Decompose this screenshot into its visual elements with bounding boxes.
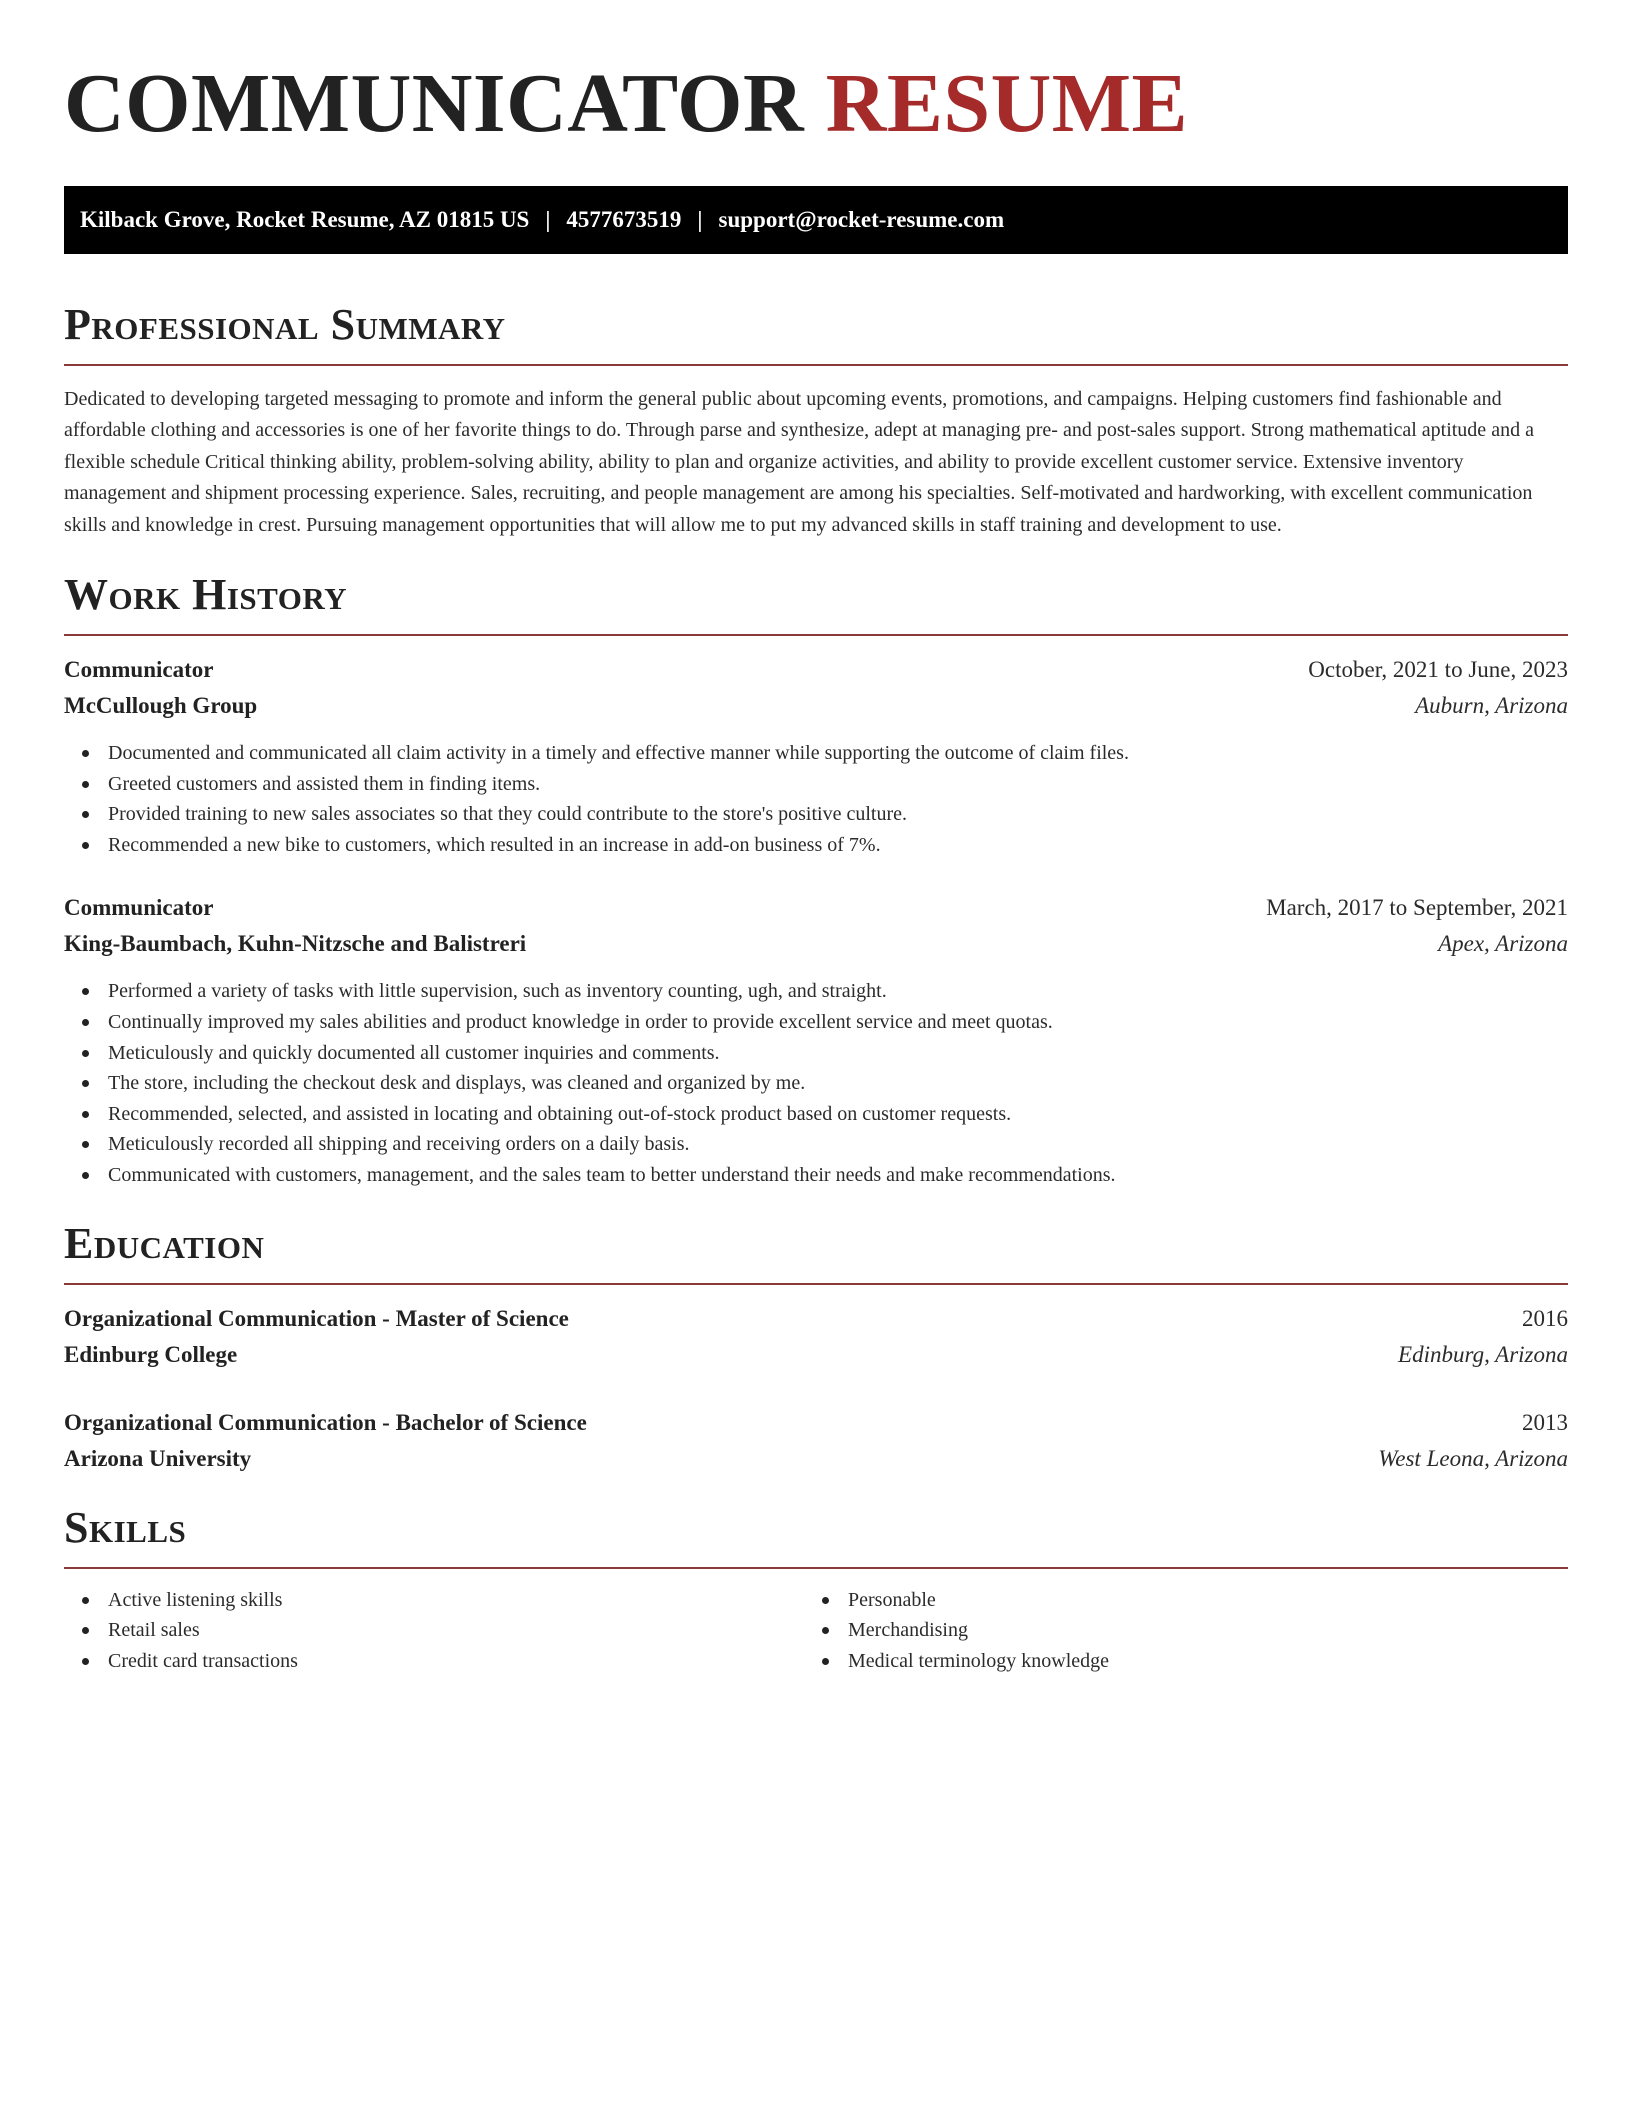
education-school-row [64,1441,1568,1477]
section-divider [64,1283,1568,1285]
job-company: King-Baumbach, Kuhn-Nitzsche and Balistreri [64,931,527,957]
job-bullet: Continually improved my sales abilities and product knowledge in order to provide excellent service and meet quotas. [64,1007,1568,1038]
job-title-row [64,890,1568,926]
skills-grid [64,1585,1568,1677]
education-degree: Organizational Communication - Master of Science [64,1305,569,1331]
job-bullet: Recommended a new bike to customers, which resulted in an increase in add-on business of 7%. [64,830,1568,861]
work-history-section [64,570,1568,1191]
skill-item: Merchandising [804,1615,1544,1646]
summary-section [64,300,1568,541]
education-degree-row [64,1405,1568,1441]
job-location: Auburn, Arizona [1415,693,1568,719]
education-location: Edinburg, Arizona [1398,1341,1568,1367]
education-heading: Education [64,1218,265,1268]
contact-email[interactable]: support@rocket-resume.com [718,207,1005,232]
education-degree: Organizational Communication - Bachelor of Science [64,1409,587,1435]
contact-phone[interactable]: 4577673519 [566,207,682,232]
education-location: West Leona, Arizona [1378,1445,1568,1471]
job-entry [64,652,1568,860]
skill-item: Personable [804,1585,1544,1616]
job-bullet: The store, including the checkout desk and displays, was cleaned and organized by me. [64,1068,1568,1099]
job-title-row [64,652,1568,688]
job-bullet: Recommended, selected, and assisted in locating and obtaining out-of-stock product based on customer requests. [64,1099,1568,1130]
job-location: Apex, Arizona [1438,931,1568,957]
education-school: Edinburg College [64,1341,238,1367]
job-bullet: Communicated with customers, management, and the sales team to better understand their needs and make recommendations. [64,1160,1568,1191]
education-entry [64,1405,1568,1477]
job-bullet: Provided training to new sales associates so that they could contribute to the store's positive culture. [64,799,1568,830]
education-year: 2013 [1522,1409,1568,1435]
education-entry [64,1301,1568,1373]
contact-address: Kilback Grove, Rocket Resume, AZ 01815 US [80,207,530,232]
job-bullets [64,738,1568,860]
job-dates: October, 2021 to June, 2023 [1308,657,1568,683]
job-bullet: Documented and communicated all claim activity in a timely and effective manner while supporting the outcome of claim files. [64,738,1568,769]
skills-list-left [64,1585,804,1677]
contact-separator: | [545,207,551,232]
summary-text: Dedicated to developing targeted messaging to promote and inform the general public about upcoming events, promotions, and campaigns. Helping customers find fashionable and affordable clothing and accessories is one of her favorite things to do. Through parse and synthesize, adept at managing pre- and post-sales support. Strong mathematical aptitude and a flexible schedule Critical thinking ability, problem-solving ability, ability to plan and organize activities, and ability to provide excellent customer service. Extensive inventory management and shipment processing experience. Sales, recruiting, and people management are among his specialties. Self-motivated and hardworking, with excellent communication skills and knowledge in crest. Pursuing management opportunities that will allow me to put my advanced skills in staff training and development to use. [64,388,1534,536]
job-bullet: Meticulously and quickly documented all customer inquiries and comments. [64,1038,1568,1069]
resume-title [64,58,1568,150]
education-degree-row [64,1301,1568,1337]
contact-bar [64,186,1568,254]
job-entry [64,890,1568,1190]
skill-item: Medical terminology knowledge [804,1646,1544,1677]
job-company-row [64,926,1568,962]
section-divider [64,634,1568,636]
skill-item: Retail sales [64,1615,804,1646]
job-bullet: Performed a variety of tasks with little supervision, such as inventory counting, ugh, and straight. [64,976,1568,1007]
skill-item: Credit card transactions [64,1646,804,1677]
title-main: COMMUNICATOR [64,57,805,150]
education-section [64,1219,1568,1477]
job-title: Communicator [64,657,214,683]
job-company-row [64,688,1568,724]
work-history-heading: Work History [64,570,348,620]
job-bullet: Meticulously recorded all shipping and receiving orders on a daily basis. [64,1129,1568,1160]
skills-heading: Skills [64,1502,187,1552]
skill-item: Active listening skills [64,1585,804,1616]
education-school-row [64,1337,1568,1373]
skills-section [64,1503,1568,1677]
section-divider [64,1567,1568,1569]
job-company: McCullough Group [64,693,258,719]
job-dates: March, 2017 to September, 2021 [1266,895,1568,921]
job-bullets [64,976,1568,1190]
job-bullet: Greeted customers and assisted them in finding items. [64,769,1568,800]
skills-list-right [804,1585,1544,1677]
title-accent: RESUME [825,57,1189,150]
job-title: Communicator [64,895,214,921]
education-school: Arizona University [64,1445,252,1471]
education-year: 2016 [1522,1305,1568,1331]
summary-heading: Professional Summary [64,300,506,349]
contact-separator: | [697,207,703,232]
section-divider [64,364,1568,366]
